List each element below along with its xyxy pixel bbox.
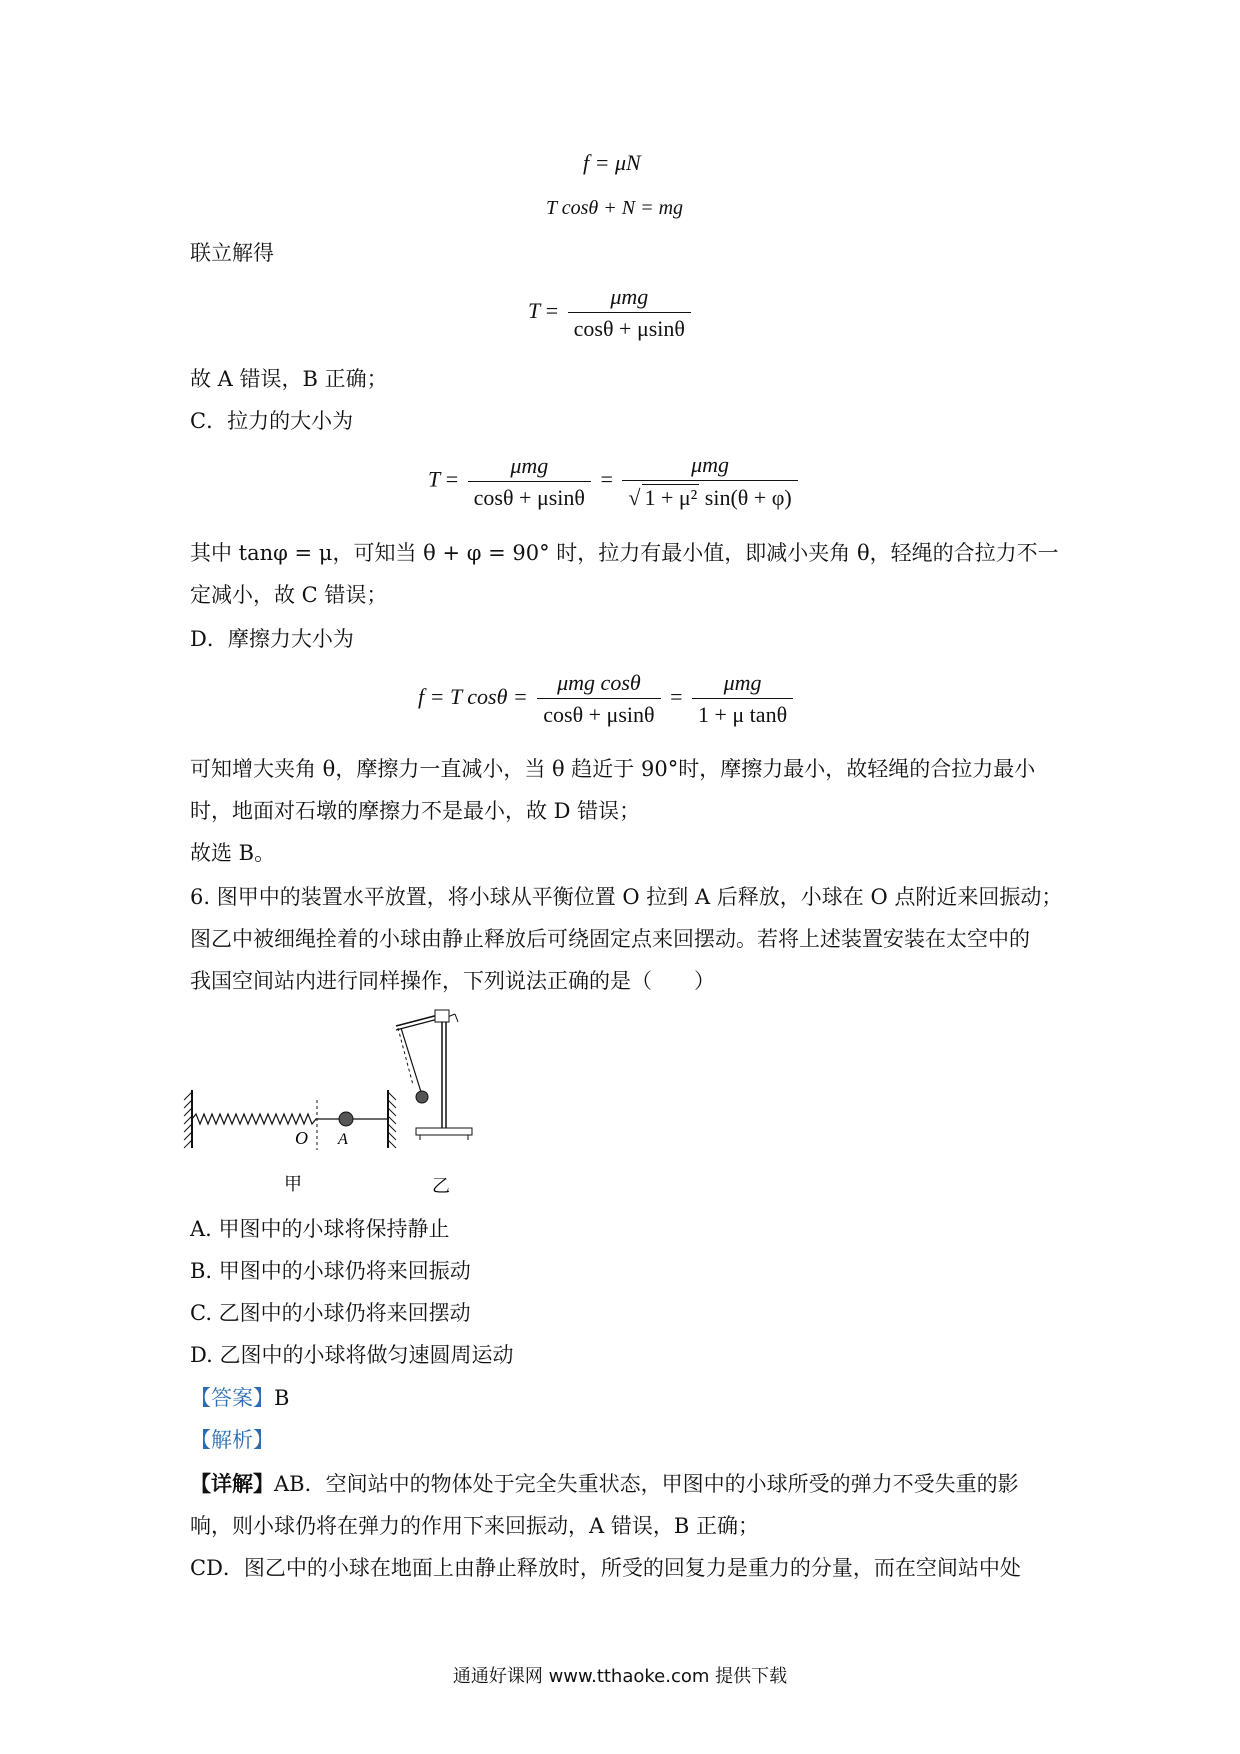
fraction-denominator: cosθ + μsinθ xyxy=(473,484,585,510)
question6-line-2: 图乙中被细绳拴着的小球由静止释放后可绕固定点来回摆动。若将上述装置安装在太空中的 xyxy=(190,927,1030,951)
detail-line-2: 响，则小球仍将在弹力的作用下来回振动，A 错误，B 正确； xyxy=(190,1514,759,1538)
figure-spring-and-pendulum xyxy=(180,1000,560,1200)
equation-vertical-balance: T cosθ + N = mg xyxy=(546,197,684,219)
text-lianli: 联立解得 xyxy=(190,241,274,265)
text-d-intro: D．摩擦力大小为 xyxy=(190,627,354,651)
analysis-tag: 【解析】 xyxy=(190,1428,274,1452)
question6-line-1: 6. 图甲中的装置水平放置，将小球从平衡位置 O 拉到 A 后释放，小球在 O 点附近来回振动； xyxy=(190,885,1063,909)
spring-ball xyxy=(339,1112,353,1126)
option-a: A. 甲图中的小球将保持静止 xyxy=(190,1217,450,1241)
text-choose: 故选 B。 xyxy=(190,841,276,865)
pendulum-string xyxy=(401,1028,421,1092)
page-footer: 通通好课网 www.tthaoke.com 提供下载 xyxy=(452,1666,788,1687)
text-d-explanation-1: 可知增大夹角 θ，摩擦力一直减小，当 θ 趋近于 90°时，摩擦力最小，故轻绳的合拉力最小 xyxy=(190,757,1036,781)
text-c-explanation-1: 其中 tanφ = μ，可知当 θ + φ = 90° 时，拉力有最小值，即减小夹角 θ，轻绳的合拉力不一 xyxy=(190,541,1059,565)
option-b: B. 甲图中的小球仍将来回振动 xyxy=(190,1259,471,1283)
fraction-numerator: μmg xyxy=(622,452,797,481)
label-jia: 甲 xyxy=(284,1174,302,1194)
equation-tension-min: T = $\frac{\text{μmg}}{\cos\theta + \mu\sin\theta}$ = $\frac{\text{μmg}}{\text{√ 1 + μ² sin(θ + φ)}}$ xyxy=(428,452,802,511)
answer-value: B xyxy=(274,1386,290,1410)
fraction-denominator: 1 + μ tanθ xyxy=(697,702,788,727)
text-d-explanation-2: 时，地面对石墩的摩擦力不是最小，故 D 错误； xyxy=(190,799,641,823)
text-c-explanation-2: 定减小，故 C 错误； xyxy=(190,583,388,607)
detail-text: AB．空间站中的物体处于完全失重状态，甲图中的小球所受的弹力不受失重的影 xyxy=(274,1472,1019,1496)
fraction-numerator: μmg xyxy=(468,453,591,482)
question6-line-3: 我国空间站内进行同样操作，下列说法正确的是（ ） xyxy=(190,969,715,993)
right-wall xyxy=(388,1090,396,1148)
equation-lhs: f = T cosθ = xyxy=(418,684,528,710)
pendulum-stand xyxy=(396,1010,472,1140)
spring xyxy=(192,1114,340,1124)
detail-line-1 xyxy=(190,1469,1070,1499)
option-d: D. 乙图中的小球将做匀速圆周运动 xyxy=(190,1343,514,1367)
equation-tension: T = $\frac{\text{μmg}}{\cos\theta + \mu\sin\theta}$ xyxy=(528,284,695,342)
fraction-denominator: cosθ + μsinθ xyxy=(573,316,685,341)
label-yi: 乙 xyxy=(432,1176,450,1196)
fraction-numerator: μmg xyxy=(568,284,691,313)
detail-tag: 【详解】 xyxy=(190,1471,274,1496)
pendulum-ball xyxy=(416,1091,428,1103)
option-c: C. 乙图中的小球仍将来回摆动 xyxy=(190,1301,471,1325)
label-o: O xyxy=(295,1128,308,1148)
sqrt-content: 1 + μ² xyxy=(644,485,698,510)
text-c-intro: C．拉力的大小为 xyxy=(190,409,354,433)
label-a: A xyxy=(338,1131,348,1148)
detail-line-3: CD．图乙中的小球在地面上由静止释放时，所受的回复力是重力的分量，而在空间站中处 xyxy=(190,1556,1021,1580)
fraction-denominator: cosθ + μsinθ xyxy=(543,702,655,727)
answer-line xyxy=(190,1383,1070,1413)
fraction-numerator: μmg cosθ xyxy=(537,670,660,699)
text-conclusion-ab: 故 A 错误，B 正确； xyxy=(190,367,388,391)
sin-term: sin(θ + φ) xyxy=(704,485,792,510)
answer-tag: 【答案】 xyxy=(190,1386,274,1410)
equation-friction: f = μN xyxy=(583,150,641,175)
left-wall xyxy=(184,1090,192,1148)
fraction-denominator-sqrt: √ 1 + μ² sin(θ + φ) xyxy=(628,485,792,510)
equation-friction-force: f = T cosθ = $\frac{\text{μmg cosθ}}{\cos\theta + \mu\sin\theta}$ = $\frac{\text{μmg}}{\text{1 + μ tanθ}}$ xyxy=(418,670,797,728)
fraction-numerator: μmg xyxy=(692,670,793,699)
